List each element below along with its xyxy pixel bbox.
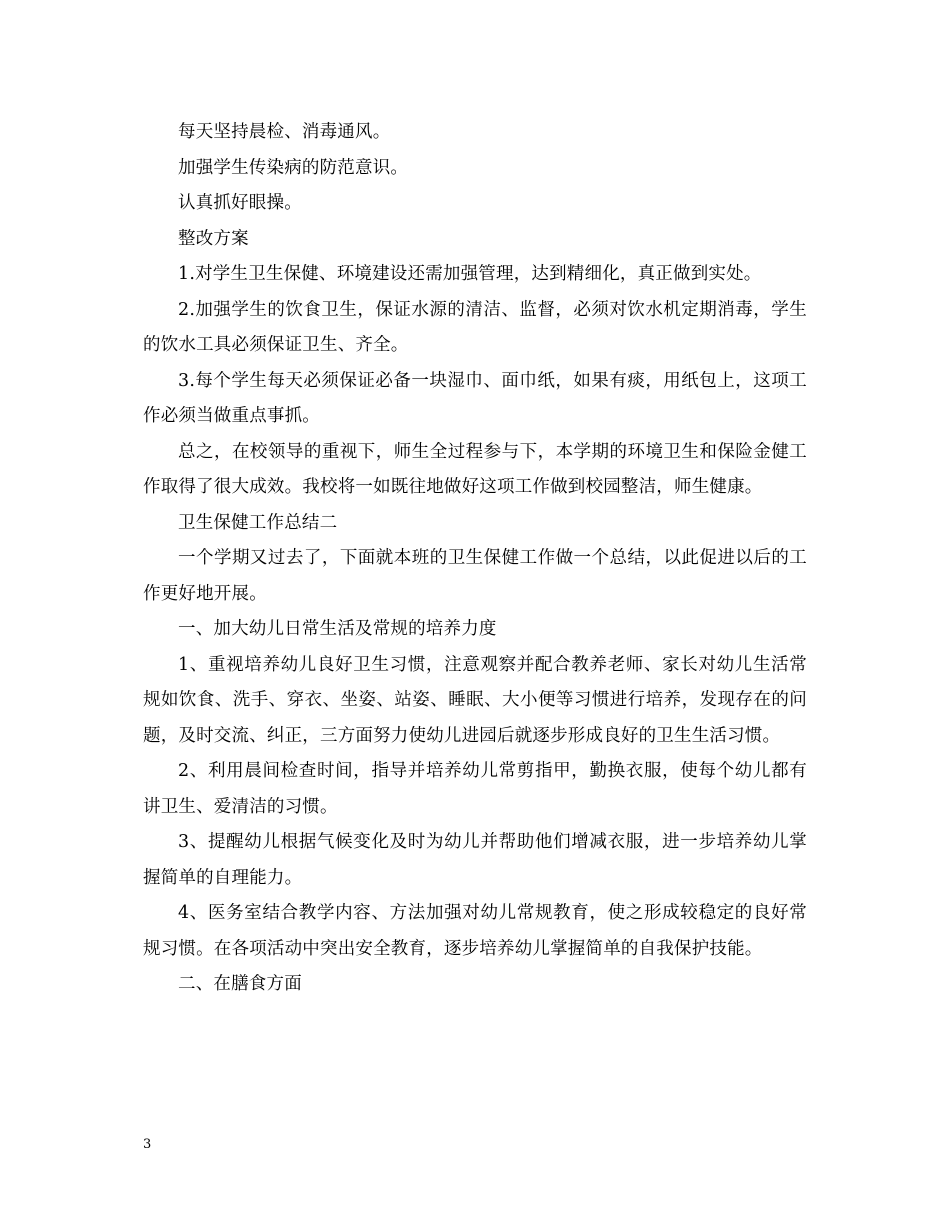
list-item: 2.加强学生的饮食卫生，保证水源的清洁、监督，必须对饮水机定期消毒，学生的饮水工具必须保证卫生、齐全。 [143, 299, 807, 355]
paragraph: 总之，在校领导的重视下，师生全过程参与下，本学期的环境卫生和保险金健工作取得了很大成效。我校将一如既往地做好这项工作做到校园整洁，师生健康。 [143, 441, 807, 497]
list-item: 3.每个学生每天必须保证必备一块湿巾、面巾纸，如果有痰，用纸包上，这项工作必须当做重点事抓。 [143, 370, 807, 426]
list-item: 1.对学生卫生保健、环境建设还需加强管理，达到精细化，真正做到实处。 [178, 264, 762, 284]
list-item: 2、利用晨间检查时间，指导并培养幼儿常剪指甲，勤换衣服，使每个幼儿都有讲卫生、爱清洁的习惯。 [143, 761, 807, 817]
paragraph: 一个学期又过去了，下面就本班的卫生保健工作做一个总结，以此促进以后的工作更好地开展。 [143, 548, 807, 604]
section-heading: 二、在膳食方面 [178, 974, 302, 994]
list-item: 4、医务室结合教学内容、方法加强对幼儿常规教育，使之形成较稳定的良好常规习惯。在各项活动中突出安全教育，逐步培养幼儿掌握简单的自我保护技能。 [143, 903, 807, 959]
list-item: 1、重视培养幼儿良好卫生习惯，注意观察并配合教养老师、家长对幼儿生活常规如饮食、洗手、穿衣、坐姿、站姿、睡眠、大小便等习惯进行培养，发现存在的问题，及时交流、纠正，三方面努力使幼儿进园后就逐步形成良好的卫生生活习惯。 [143, 654, 807, 746]
section-heading: 一、加大幼儿日常生活及常规的培养力度 [178, 619, 497, 639]
section-heading: 整改方案 [178, 228, 249, 249]
document-body [143, 115, 807, 1003]
list-item: 3、提醒幼儿根据气候变化及时为幼儿并帮助他们增减衣服，进一步培养幼儿掌握简单的自理能力。 [143, 832, 807, 888]
paragraph: 每天坚持晨检、消毒通风。 [178, 122, 391, 142]
section-heading: 卫生保健工作总结二 [178, 512, 338, 533]
paragraph: 认真抓好眼操。 [178, 193, 302, 213]
paragraph: 加强学生传染病的防范意识。 [178, 157, 409, 178]
page-number: 3 [143, 1137, 152, 1152]
